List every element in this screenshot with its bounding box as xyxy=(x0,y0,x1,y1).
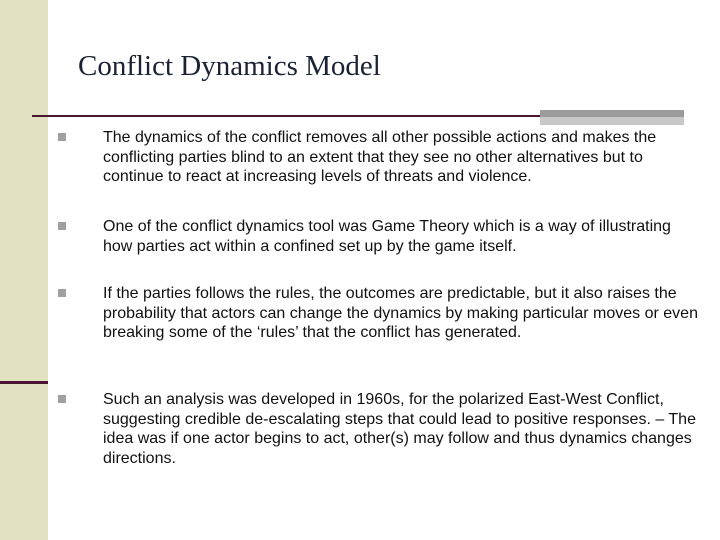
bullet-text: Such an analysis was developed in 1960s, for the polarized East-West Conflict, suggesting credible de-escalating steps that could lead to positive responses. – The idea was if one actor begins to act, other(s) may follow and thus dynamics changes directions. xyxy=(103,391,696,467)
divider-accent-block-light xyxy=(540,117,684,125)
slide-title: Conflict Dynamics Model xyxy=(78,50,381,82)
divider-accent-block-dark xyxy=(540,110,684,117)
square-bullet-icon xyxy=(58,395,66,403)
square-bullet-icon xyxy=(58,133,66,141)
bullet-text: The dynamics of the conflict removes all other possible actions and makes the conflicting parties blind to an extent that they see no other alternatives but to continue to react at increasing levels of threats and violence. xyxy=(103,129,657,186)
square-bullet-icon xyxy=(58,289,66,297)
sidebar-accent-line xyxy=(0,381,48,384)
square-bullet-icon xyxy=(58,222,66,230)
bullet-text: If the parties follows the rules, the outcomes are predictable, but it also raises the probability that actors can change the dynamics by making particular moves or even breaking some of the ‘rules’ that the conflict has generated. xyxy=(103,285,698,342)
sidebar-band xyxy=(0,0,48,540)
bullet-text: One of the conflict dynamics tool was Game Theory which is a way of illustrating how parties act within a confined set up by the game itself. xyxy=(103,218,671,255)
